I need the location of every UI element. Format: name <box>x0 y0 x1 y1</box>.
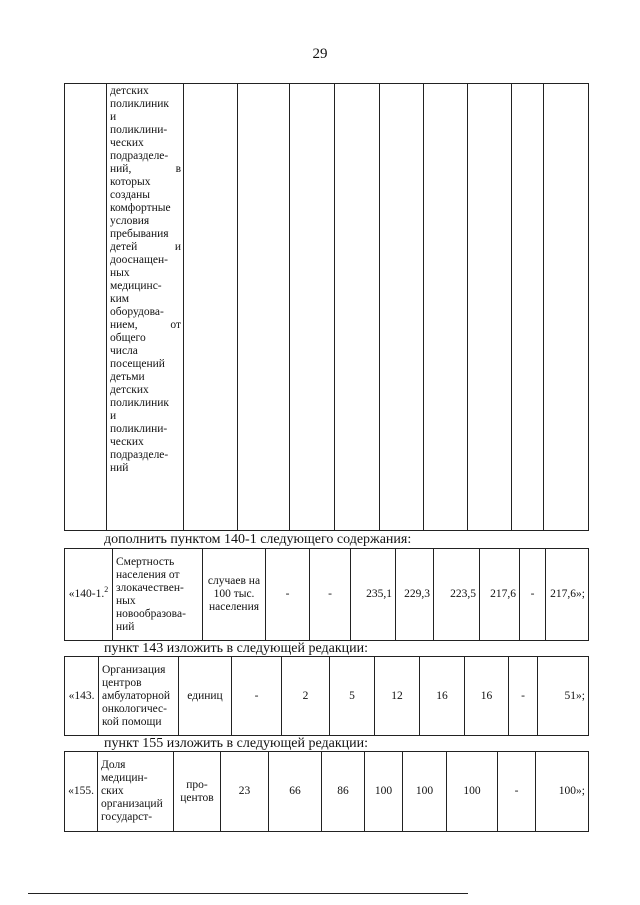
name-line: подразделе- <box>110 150 169 162</box>
name-line: организаций <box>101 798 163 810</box>
value-cell: - <box>509 657 538 736</box>
value-cell: 229,3 <box>396 549 434 641</box>
value-cell: - <box>520 549 546 641</box>
footer-rule <box>28 893 468 894</box>
name-line: нием, от <box>110 319 181 331</box>
indicator-name-cell <box>113 549 203 641</box>
indicator-name-cell <box>107 84 184 531</box>
unit-line: случаев на <box>207 575 261 587</box>
value-cell: 51»; <box>538 657 589 736</box>
row-number-cell: «155. <box>65 752 98 832</box>
name-line: пребывания <box>110 228 169 240</box>
name-line: и <box>110 111 117 123</box>
value-cell: 23 <box>221 752 269 832</box>
unit-cell <box>184 84 238 531</box>
unit-cell <box>203 549 266 641</box>
name-line: общего <box>110 332 146 344</box>
value-cell: 100 <box>365 752 403 832</box>
value-cell <box>380 84 424 531</box>
name-line: кой помощи <box>102 715 162 728</box>
row-number: «140-1. <box>68 588 105 600</box>
instruction-text: пункт 155 изложить в следующей редакции: <box>104 736 368 751</box>
name-line: условия <box>110 215 150 227</box>
value-cell: 66 <box>269 752 322 832</box>
value-cell: - <box>266 549 310 641</box>
value-cell <box>468 84 512 531</box>
unit-cell: единиц <box>179 657 232 736</box>
row-number-cell <box>65 84 107 531</box>
unit-line: центов <box>180 791 214 804</box>
unit-line: про- <box>186 778 208 791</box>
name-line: детей и <box>110 241 181 253</box>
value-cell: - <box>232 657 282 736</box>
name-line: ким <box>110 293 130 305</box>
indicator-table-row-140-1 <box>64 548 589 641</box>
name-line: комфортные <box>110 202 171 214</box>
name-line: поликлини- <box>110 124 168 136</box>
value-cell: 100 <box>447 752 498 832</box>
name-line: поликлини- <box>110 423 168 435</box>
value-cell <box>290 84 335 531</box>
row-number-cell <box>65 549 113 641</box>
name-line: поликлиник <box>110 98 170 110</box>
name-line: ний, в <box>110 163 181 175</box>
name-line: ческих <box>110 436 144 448</box>
indicator-table-row-155 <box>64 751 589 832</box>
value-cell: 217,6 <box>480 549 520 641</box>
unit-cell <box>174 752 221 832</box>
footnote-marker: 2 <box>104 585 109 595</box>
name-line: Организация <box>102 663 166 676</box>
name-line: онкологичес- <box>102 702 167 715</box>
row-number-cell: «143. <box>65 657 99 736</box>
name-line: медицинс- <box>110 280 162 292</box>
value-cell: 100 <box>403 752 447 832</box>
indicator-name-cell <box>98 752 174 832</box>
value-cell: 86 <box>322 752 365 832</box>
value-cell: 2 <box>282 657 330 736</box>
unit-line: населения <box>208 601 260 613</box>
name-line: Смертность <box>116 555 175 568</box>
value-cell <box>335 84 380 531</box>
name-line: и <box>110 410 117 422</box>
name-line: ных <box>110 267 130 279</box>
value-cell: - <box>310 549 351 641</box>
value-cell: 5 <box>330 657 375 736</box>
name-line: детьми <box>110 371 145 383</box>
name-line: ний <box>110 462 129 474</box>
indicator-name-cell <box>99 657 179 736</box>
name-line: посещений <box>110 358 165 370</box>
name-line: ских <box>101 785 124 797</box>
name-line: подразделе- <box>110 449 169 461</box>
value-cell <box>238 84 290 531</box>
value-cell: 16 <box>465 657 509 736</box>
name-line: которых <box>110 176 151 188</box>
value-cell: 235,1 <box>351 549 396 641</box>
value-cell: 100»; <box>536 752 589 832</box>
name-line: числа <box>110 345 138 357</box>
name-line: ных <box>116 594 136 607</box>
name-line: детских <box>110 384 149 396</box>
name-line: детских <box>110 85 149 97</box>
value-cell <box>424 84 468 531</box>
name-line: Доля <box>101 759 126 771</box>
indicator-table-row-143 <box>64 656 589 736</box>
name-line: государст- <box>101 811 153 823</box>
value-cell <box>544 84 589 531</box>
value-cell <box>512 84 544 531</box>
name-line: населения от <box>116 568 180 581</box>
value-cell: 217,6»; <box>546 549 589 641</box>
indicator-table-continued <box>64 83 589 531</box>
value-cell: - <box>498 752 536 832</box>
instruction-text: пункт 143 изложить в следующей редакции: <box>104 641 368 656</box>
name-line: новообразова- <box>116 607 186 620</box>
name-line: медицин- <box>101 772 148 784</box>
page-number: 29 <box>312 46 328 62</box>
instruction-text: дополнить пунктом 140-1 следующего содержания: <box>104 532 412 547</box>
value-cell: 12 <box>375 657 420 736</box>
name-line: дооснащен- <box>110 254 168 266</box>
name-line: поликлиник <box>110 397 170 409</box>
name-line: созданы <box>110 189 151 201</box>
name-line: амбулаторной <box>102 689 171 702</box>
value-cell: 223,5 <box>434 549 480 641</box>
unit-line: 100 тыс. <box>213 588 255 600</box>
name-line: оборудова- <box>110 306 164 318</box>
name-line: злокачествен- <box>116 581 184 594</box>
value-cell: 16 <box>420 657 465 736</box>
name-line: центров <box>102 676 142 689</box>
name-line: ческих <box>110 137 144 149</box>
name-line: ний <box>116 620 135 633</box>
